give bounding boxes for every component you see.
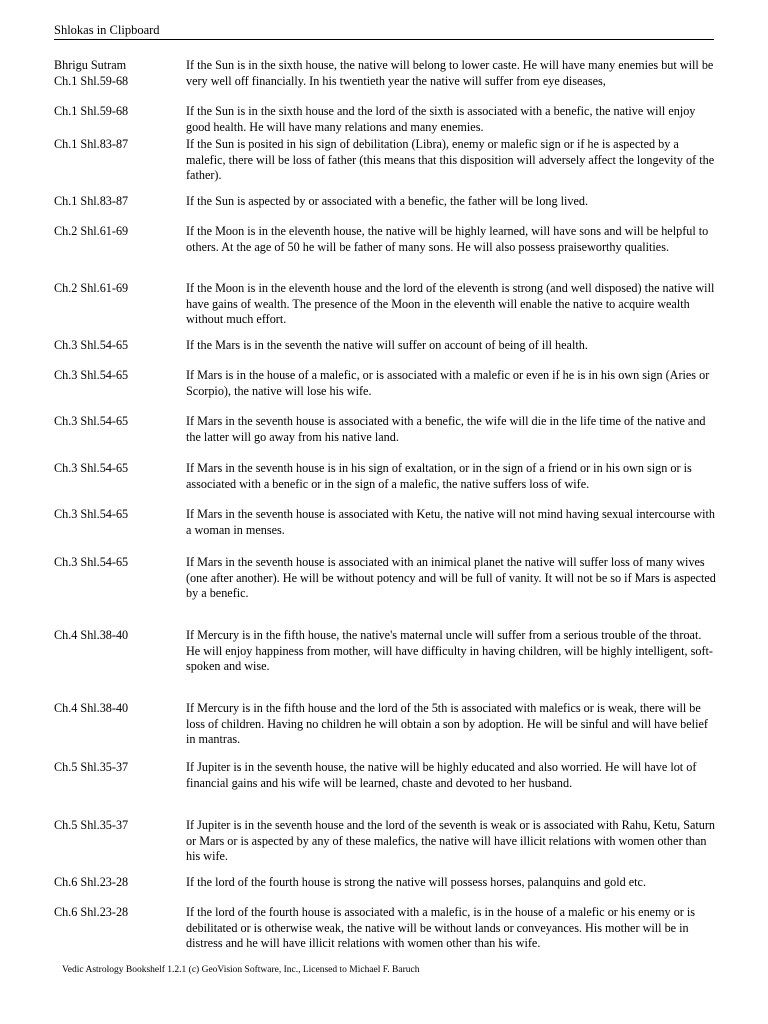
reference-line: Ch.1 Shl.59-68: [54, 104, 129, 118]
shloka-entry: [54, 760, 716, 791]
shloka-reference: [54, 461, 186, 492]
shloka-text: If the Sun is posited in his sign of debilitation (Libra), enemy or malefic sign or if he is aspected by a malefic, there will be loss of father (this means that this disposition will adversely affect the longevity of the father).: [186, 137, 715, 183]
shloka-text: If the lord of the fourth house is strong the native will possess horses, palanquins and gold etc.: [186, 875, 646, 889]
shloka-reference: [54, 414, 186, 445]
shloka-entry: [54, 338, 716, 354]
shloka-reference: [54, 194, 186, 210]
reference-line: Ch.3 Shl.54-65: [54, 507, 129, 521]
shloka-reference: [54, 818, 186, 865]
reference-line: Ch.1 Shl.83-87: [54, 137, 129, 151]
shloka-reference: [54, 338, 186, 354]
shloka-text: If the Sun is in the sixth house and the lord of the sixth is associated with a benefic, the native will enjoy good health. He will have many relations and many enemies.: [186, 104, 696, 134]
shloka-text: If the lord of the fourth house is associated with a malefic, is in the house of a malefic or his enemy or is debilitated or is otherwise weak, the native will be without lands or conveyances. His mother will be in distress and he will have illicit relations with women other than his wife.: [186, 905, 696, 951]
shloka-entry: [54, 414, 716, 445]
shloka-entry: [54, 507, 716, 538]
shloka-text: If Jupiter is in the seventh house, the native will be highly educated and also worried. He will have lot of financial gains and his wife will be learned, chaste and devoted to her husband.: [186, 760, 697, 790]
reference-line: Ch.3 Shl.54-65: [54, 555, 129, 569]
shloka-text: If the Mars is in the seventh the native will suffer on account of being of ill health.: [186, 338, 588, 352]
reference-line: Ch.5 Shl.35-37: [54, 760, 129, 774]
reference-line: Bhrigu Sutram: [54, 58, 127, 72]
shloka-entry: [54, 194, 716, 210]
shloka-reference: [54, 555, 186, 602]
shloka-text: If Mercury is in the fifth house, the native's maternal uncle will suffer from a serious trouble of the throat. He will enjoy happiness from mother, will have difficulty in having children, will be highly intelligent, soft-spoken and wise.: [186, 628, 713, 674]
shloka-entry: [54, 818, 716, 865]
document-page: [54, 22, 716, 951]
shloka-text: If Jupiter is in the seventh house and the lord of the seventh is weak or is associated with Rahu, Ketu, Saturn or Mars or is aspected by any of these malefics, the native will have illicit relations with women other than his wife.: [186, 818, 716, 864]
shloka-reference: [54, 368, 186, 399]
shloka-text: If Mars in the seventh house is in his sign of exaltation, or in the sign of a friend or in his own sign or is associated with a benefic or in the sign of a malefic, the native suffers loss of wife.: [186, 461, 692, 491]
shloka-reference: [54, 137, 186, 184]
shloka-entry: [54, 461, 716, 492]
shloka-text: If the Moon is in the eleventh house, the native will be highly learned, will have sons and will be helpful to others. At the age of 50 he will be father of many sons. He will also possess praiseworthy qualities.: [186, 224, 709, 254]
reference-line: Ch.4 Shl.38-40: [54, 701, 129, 715]
shloka-entry: [54, 137, 716, 184]
reference-line: Ch.5 Shl.35-37: [54, 818, 129, 832]
shloka-reference: [54, 104, 186, 135]
shloka-entry: [54, 368, 716, 399]
reference-line: Ch.4 Shl.38-40: [54, 628, 129, 642]
shloka-text: If Mars in the seventh house is associated with an inimical planet the native will suffer loss of many wives (one after another). He will be without potency and will be full of vanity. It will not be so if Mars is aspected by a benefic.: [186, 555, 716, 601]
shloka-reference: [54, 760, 186, 791]
reference-line: Ch.1 Shl.83-87: [54, 194, 129, 208]
shloka-entry: [54, 58, 716, 89]
reference-line: Ch.3 Shl.54-65: [54, 368, 129, 382]
shloka-entry: [54, 875, 716, 891]
shloka-text: If the Sun is in the sixth house, the native will belong to lower caste. He will have many enemies but will be very well off financially. In his twentieth year the native will suffer from eye diseases,: [186, 58, 714, 88]
shloka-reference: [54, 281, 186, 328]
reference-line: Ch.6 Shl.23-28: [54, 875, 129, 889]
reference-line: Ch.3 Shl.54-65: [54, 461, 129, 475]
shloka-text: If Mars in the seventh house is associated with a benefic, the wife will die in the life time of the native and the latter will go away from his native land.: [186, 414, 706, 444]
shloka-reference: [54, 875, 186, 891]
shloka-reference: [54, 58, 186, 89]
shloka-text: If the Sun is aspected by or associated with a benefic, the father will be long lived.: [186, 194, 589, 208]
shloka-entry: [54, 224, 716, 255]
reference-line: Ch.6 Shl.23-28: [54, 905, 129, 919]
shloka-entry: [54, 628, 716, 675]
shloka-entry: [54, 104, 716, 135]
shloka-reference: [54, 628, 186, 675]
reference-line: Ch.2 Shl.61-69: [54, 281, 129, 295]
shloka-entry: [54, 555, 716, 602]
reference-line: Ch.1 Shl.59-68: [54, 73, 129, 88]
shloka-text: If Mars is in the house of a malefic, or is associated with a malefic or even if he is in his own sign (Aries or Scorpio), the native will lose his wife.: [186, 368, 710, 398]
reference-line: Ch.3 Shl.54-65: [54, 338, 129, 352]
reference-line: Ch.3 Shl.54-65: [54, 414, 129, 428]
shloka-text: If Mercury is in the fifth house and the lord of the 5th is associated with malefics or is weak, there will be loss of children. Having no children he will obtain a son by adoption. He will be sinful and will have belief in mantras.: [186, 701, 708, 747]
shloka-text: If Mars in the seventh house is associated with Ketu, the native will not mind having sexual intercourse with a woman in menses.: [186, 507, 716, 537]
shloka-entry: [54, 281, 716, 328]
shloka-reference: [54, 507, 186, 538]
shloka-entry: [54, 701, 716, 748]
shloka-reference: [54, 224, 186, 255]
reference-line: Ch.2 Shl.61-69: [54, 224, 129, 238]
page-footer: Vedic Astrology Bookshelf 1.2.1 (c) GeoVision Software, Inc., Licensed to Michael F. Baruch: [62, 965, 420, 975]
shloka-reference: [54, 701, 186, 748]
shloka-reference: [54, 905, 186, 952]
shloka-text: If the Moon is in the eleventh house and the lord of the eleventh is strong (and well disposed) the native will have gains of wealth. The presence of the Moon in the eleventh will enable the native to acquire wealth without much effort.: [186, 281, 715, 327]
page-title: Shlokas in Clipboard: [54, 22, 714, 40]
shloka-entry: [54, 905, 716, 952]
